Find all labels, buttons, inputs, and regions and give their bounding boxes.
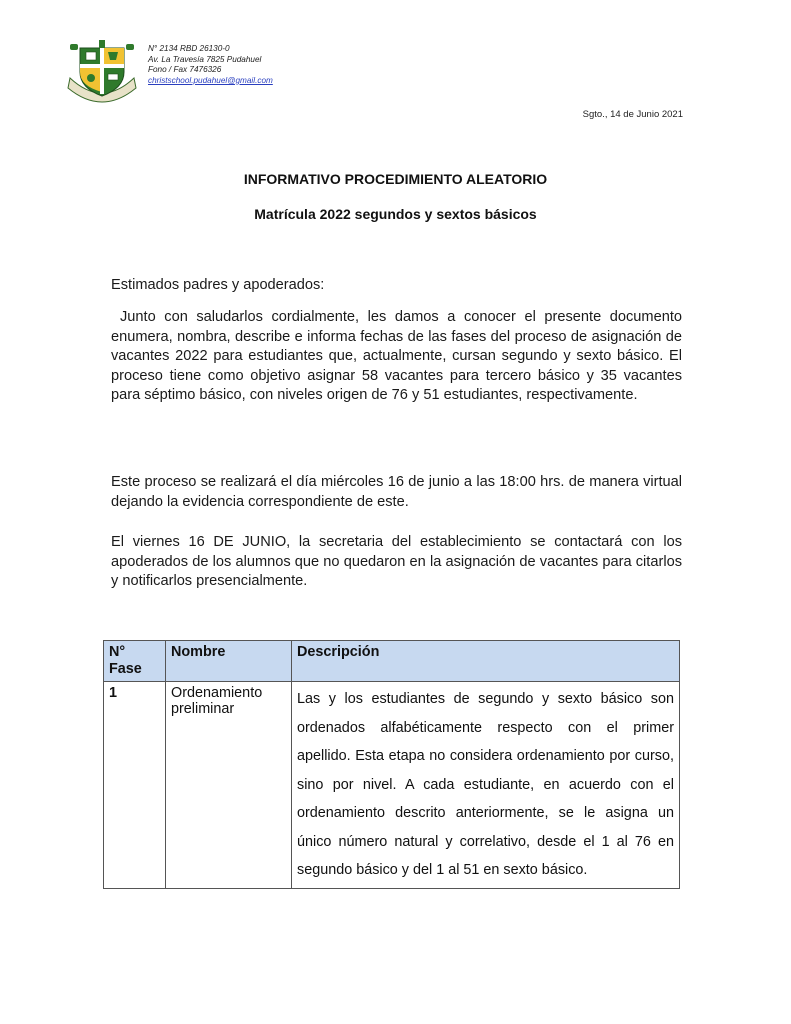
letterhead-email-link[interactable]: christschool.pudahuel@gmail.com [148, 75, 273, 85]
header-descripcion: Descripción [292, 641, 680, 682]
phases-table [103, 640, 680, 889]
table-header-row [104, 641, 680, 682]
paragraph-date: Este proceso se realizará el día miércoles 16 de junio a las 18:00 hrs. de manera virtual dejando la evidencia correspondiente de este. [111, 474, 682, 510]
phase-description: Las y los estudiantes de segundo y sexto básico son ordenados alfabéticamente respecto con el primer apellido. Esta etapa no considera ordenamiento por curso, sino por nivel. A cada estudiante, en acuerdo con el ordenamiento descrito anteriormente, se le asigna un único número natural y correlativo, desde el 1 al 76 en segundo básico y del 1 al 51 en sexto básico. [292, 682, 680, 889]
document-date: Sgto., 14 de Junio 2021 [582, 109, 683, 120]
letterhead-phone: Fono / Fax 7476326 [148, 65, 222, 75]
header-nombre: Nombre [166, 641, 292, 682]
header-fase-line2: Fase [109, 661, 142, 677]
paragraph-intro: Junto con saludarlos cordialmente, les damos a conocer el presente documento enumera, nombra, describe e informa fechas de las fases del proceso de asignación de vacantes 2022 para estudiantes que, actualmente, cursan segundo y sexto básico. El proceso tiene como objetivo asignar 58 vacantes para tercero básico y 35 vacantes para séptimo básico, con niveles origen de 76 y 51 estudiantes, respectivamente. [111, 309, 682, 404]
document-title: INFORMATIVO PROCEDIMIENTO ALEATORIO [243, 171, 548, 187]
table-row [104, 682, 680, 889]
paragraph-notice: El viernes 16 DE JUNIO, la secretaria del establecimiento se contactará con los apoderados de los alumnos que no quedaron en la asignación de vacantes para citarlos y notificarlos presencialmente. [111, 534, 682, 590]
letterhead-text [148, 44, 273, 86]
letterhead-address: Av. La Travesía 7825 Pudahuel [148, 54, 262, 64]
school-crest-logo [66, 38, 138, 104]
greeting: Estimados padres y apoderados: [111, 277, 325, 293]
letterhead [66, 38, 326, 108]
phase-name-line2: preliminar [171, 701, 235, 717]
phase-number: 1 [104, 682, 166, 889]
header-fase-line1: N° [109, 644, 126, 660]
phase-name-line1: Ordenamiento [171, 685, 263, 701]
document-subtitle: Matrícula 2022 segundos y sextos básicos [254, 206, 537, 222]
phase-name [166, 682, 292, 889]
letterhead-rbd: N° 2134 RBD 26130-0 [148, 44, 230, 53]
header-fase [104, 641, 166, 682]
